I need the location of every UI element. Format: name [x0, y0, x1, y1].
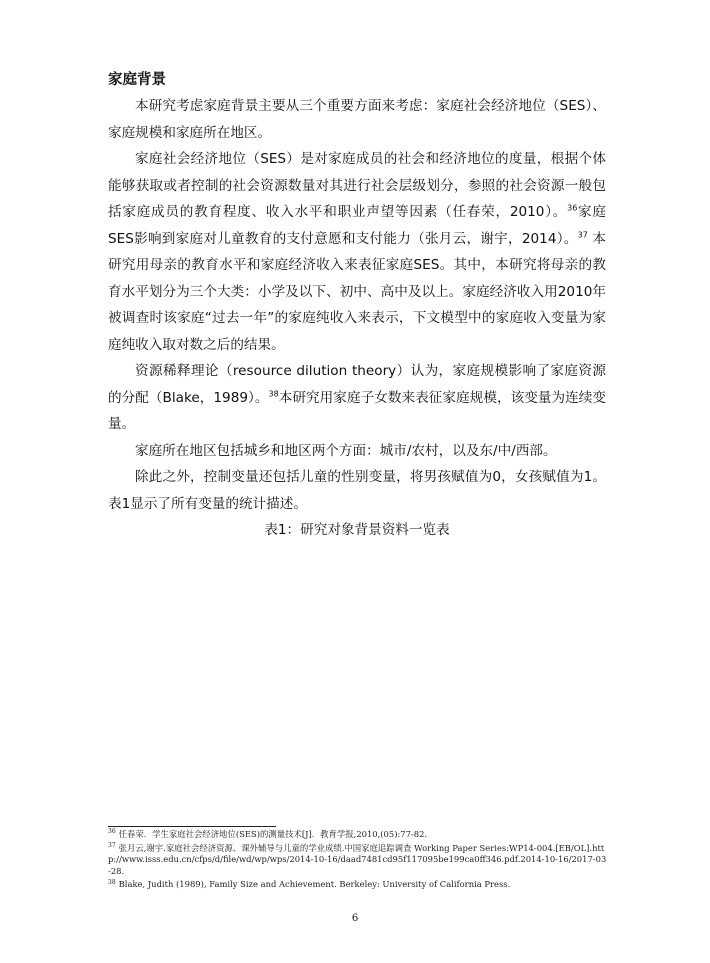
footnote-text: 任春荣．学生家庭社会经济地位(SES)的测量技术[J]．教育学报,2010,(05):77-82. [118, 829, 428, 839]
paragraph-4 [108, 438, 606, 465]
footnote-divider [108, 826, 276, 827]
footnote-text: Blake, Judith (1989), Family Size and Achievement. Berkeley: University of California Press. [118, 879, 511, 890]
paragraph-1 [108, 93, 606, 146]
section-heading: 家庭背景 [108, 72, 166, 88]
footnote-ref-36: 36 [567, 203, 578, 213]
footnote-ref-37: 37 [577, 229, 588, 239]
footnote-36 [108, 829, 608, 841]
paragraph-3-text-b: 本研究用家庭子女数来表征家庭规模，该变量为连续变量。 [108, 389, 607, 432]
footnote-37 [108, 843, 608, 878]
footnote-ref-38: 38 [268, 388, 279, 398]
paragraph-1-text: 本研究考虑家庭背景主要从三个重要方面来考虑：家庭社会经济地位（SES）、家庭规模和家庭所在地区。 [108, 98, 606, 141]
paragraph-5-text: 除此之外，控制变量还包括儿童的性别变量，将男孩赋值为0，女孩赋值为1。表1显示了所有变量的统计描述。 [108, 469, 606, 512]
footnote-text: 张月云,谢宇.家庭社会经济资源、课外辅导与儿童的学业成绩.中国家庭追踪调查 Working Paper Series:WP14-004.[EB/OL].http://www.isss.edu.cn/cfps/d/file/wd/wp/wps/2014-10-16/daad7481cd95f117095be199ca0ff346.pdf.2014-10-16/2017-03-28. [108, 842, 607, 876]
page-number: 6 [351, 913, 359, 924]
footnote-number: 36 [108, 828, 116, 836]
paragraph-2-text-c: 本研究用母亲的教育水平和家庭经济收入来表征家庭SES。其中，本研究将母亲的教育水平划分为三个大类：小学及以下、初中、高中及以上。家庭经济收入用2010年被调查时该家庭“过去一年”的家庭纯收入来表示，下文模型中的家庭收入变量为家庭纯收入取对数之后的结果。 [108, 230, 606, 353]
footnote-number: 38 [108, 878, 116, 886]
body-text [108, 93, 606, 544]
paragraph-2-text-b: 家庭SES影响到家庭对儿童教育的支付意愿和支付能力（张月云，谢宇，2014）。 [108, 204, 607, 247]
footnotes [108, 829, 608, 893]
paragraph-5 [108, 464, 606, 517]
paragraph-2 [108, 146, 606, 358]
paragraph-3-text-a: 资源稀释理论（resource dilution theory）认为，家庭规模影响了家庭资源的分配（Blake，1989）。 [108, 363, 606, 406]
footnote-38 [108, 879, 608, 891]
footnote-number: 37 [108, 841, 116, 849]
paragraph-3 [108, 358, 606, 438]
table-caption: 表1：研究对象背景资料一览表 [264, 522, 450, 538]
paragraph-2-text-a: 家庭社会经济地位（SES）是对家庭成员的社会和经济地位的度量，根据个体能够获取或者控制的社会资源数量对其进行社会层级划分，参照的社会资源一般包括家庭成员的教育程度、收入水平和职业声望等因素（任春荣，2010）。 [108, 151, 606, 220]
paragraph-4-text: 家庭所在地区包括城乡和地区两个方面：城市/农村，以及东/中/西部。 [135, 442, 557, 459]
